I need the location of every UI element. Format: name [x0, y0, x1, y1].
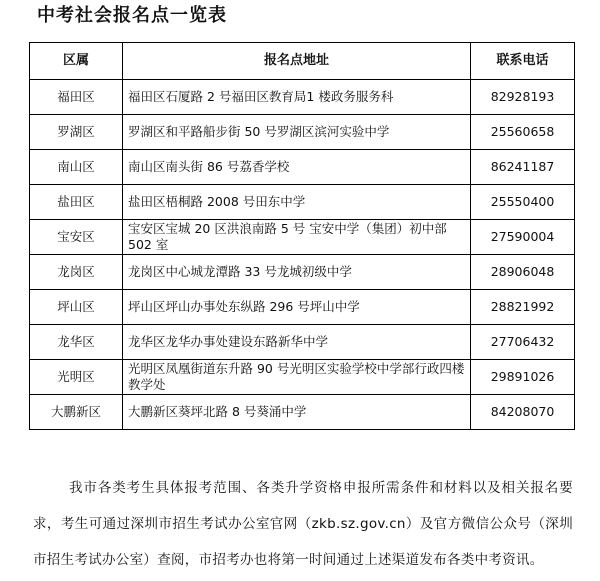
- phone-cell: 29891026: [471, 360, 575, 395]
- address-cell: 龙岗区中心城龙潭路 33 号龙城初级中学: [123, 255, 471, 290]
- table-row: [30, 185, 575, 220]
- district-cell: 光明区: [30, 360, 123, 395]
- table-row: [30, 150, 575, 185]
- column-header-phone: 联系电话: [471, 43, 575, 80]
- district-cell: 宝安区: [30, 220, 123, 255]
- column-header-address: 报名点地址: [123, 43, 471, 80]
- table-row: [30, 360, 575, 395]
- phone-cell: 25550400: [471, 185, 575, 220]
- address-cell: 罗湖区和平路船步街 50 号罗湖区滨河实验中学: [123, 115, 471, 150]
- address-cell: 盐田区梧桐路 2008 号田东中学: [123, 185, 471, 220]
- table-row: [30, 290, 575, 325]
- phone-cell: 82928193: [471, 80, 575, 115]
- district-cell: 南山区: [30, 150, 123, 185]
- phone-cell: 84208070: [471, 395, 575, 430]
- page-title: 中考社会报名点一览表: [37, 5, 227, 26]
- table-header-row: [30, 43, 575, 80]
- table-row: [30, 395, 575, 430]
- district-cell: 龙华区: [30, 325, 123, 360]
- address-cell: 宝安区宝城 20 区洪浪南路 5 号 宝安中学（集团）初中部 502 室: [123, 220, 471, 255]
- column-header-district: 区属: [30, 43, 123, 80]
- address-cell: 光明区凤凰街道东升路 90 号光明区实验学校中学部行政四楼教学处: [123, 360, 471, 395]
- table-row: [30, 220, 575, 255]
- table-row: [30, 255, 575, 290]
- district-cell: 大鹏新区: [30, 395, 123, 430]
- phone-cell: 28821992: [471, 290, 575, 325]
- table-row: [30, 325, 575, 360]
- table-row: [30, 115, 575, 150]
- phone-cell: 28906048: [471, 255, 575, 290]
- address-cell: 坪山区坪山办事处东纵路 296 号坪山中学: [123, 290, 471, 325]
- district-cell: 盐田区: [30, 185, 123, 220]
- address-cell: 龙华区龙华办事处建设东路新华中学: [123, 325, 471, 360]
- table-row: [30, 80, 575, 115]
- district-cell: 罗湖区: [30, 115, 123, 150]
- phone-cell: 27590004: [471, 220, 575, 255]
- district-cell: 龙岗区: [30, 255, 123, 290]
- address-cell: 南山区南头街 86 号荔香学校: [123, 150, 471, 185]
- phone-cell: 86241187: [471, 150, 575, 185]
- notice-paragraph: 我市各类考生具体报考范围、各类升学资格申报所需条件和材料以及相关报名要求，考生可通过深圳市招生考试办公室官网（zkb.sz.gov.cn）及官方微信公众号（深圳市招生考试办公室）查阅，市招考办也将第一时间通过上述渠道发布各类中考资讯。: [33, 480, 573, 568]
- district-cell: 福田区: [30, 80, 123, 115]
- registration-sites-table: [29, 42, 575, 430]
- phone-cell: 27706432: [471, 325, 575, 360]
- address-cell: 福田区石厦路 2 号福田区教育局1 楼政务服务科: [123, 80, 471, 115]
- district-cell: 坪山区: [30, 290, 123, 325]
- address-cell: 大鹏新区葵坪北路 8 号葵涌中学: [123, 395, 471, 430]
- phone-cell: 25560658: [471, 115, 575, 150]
